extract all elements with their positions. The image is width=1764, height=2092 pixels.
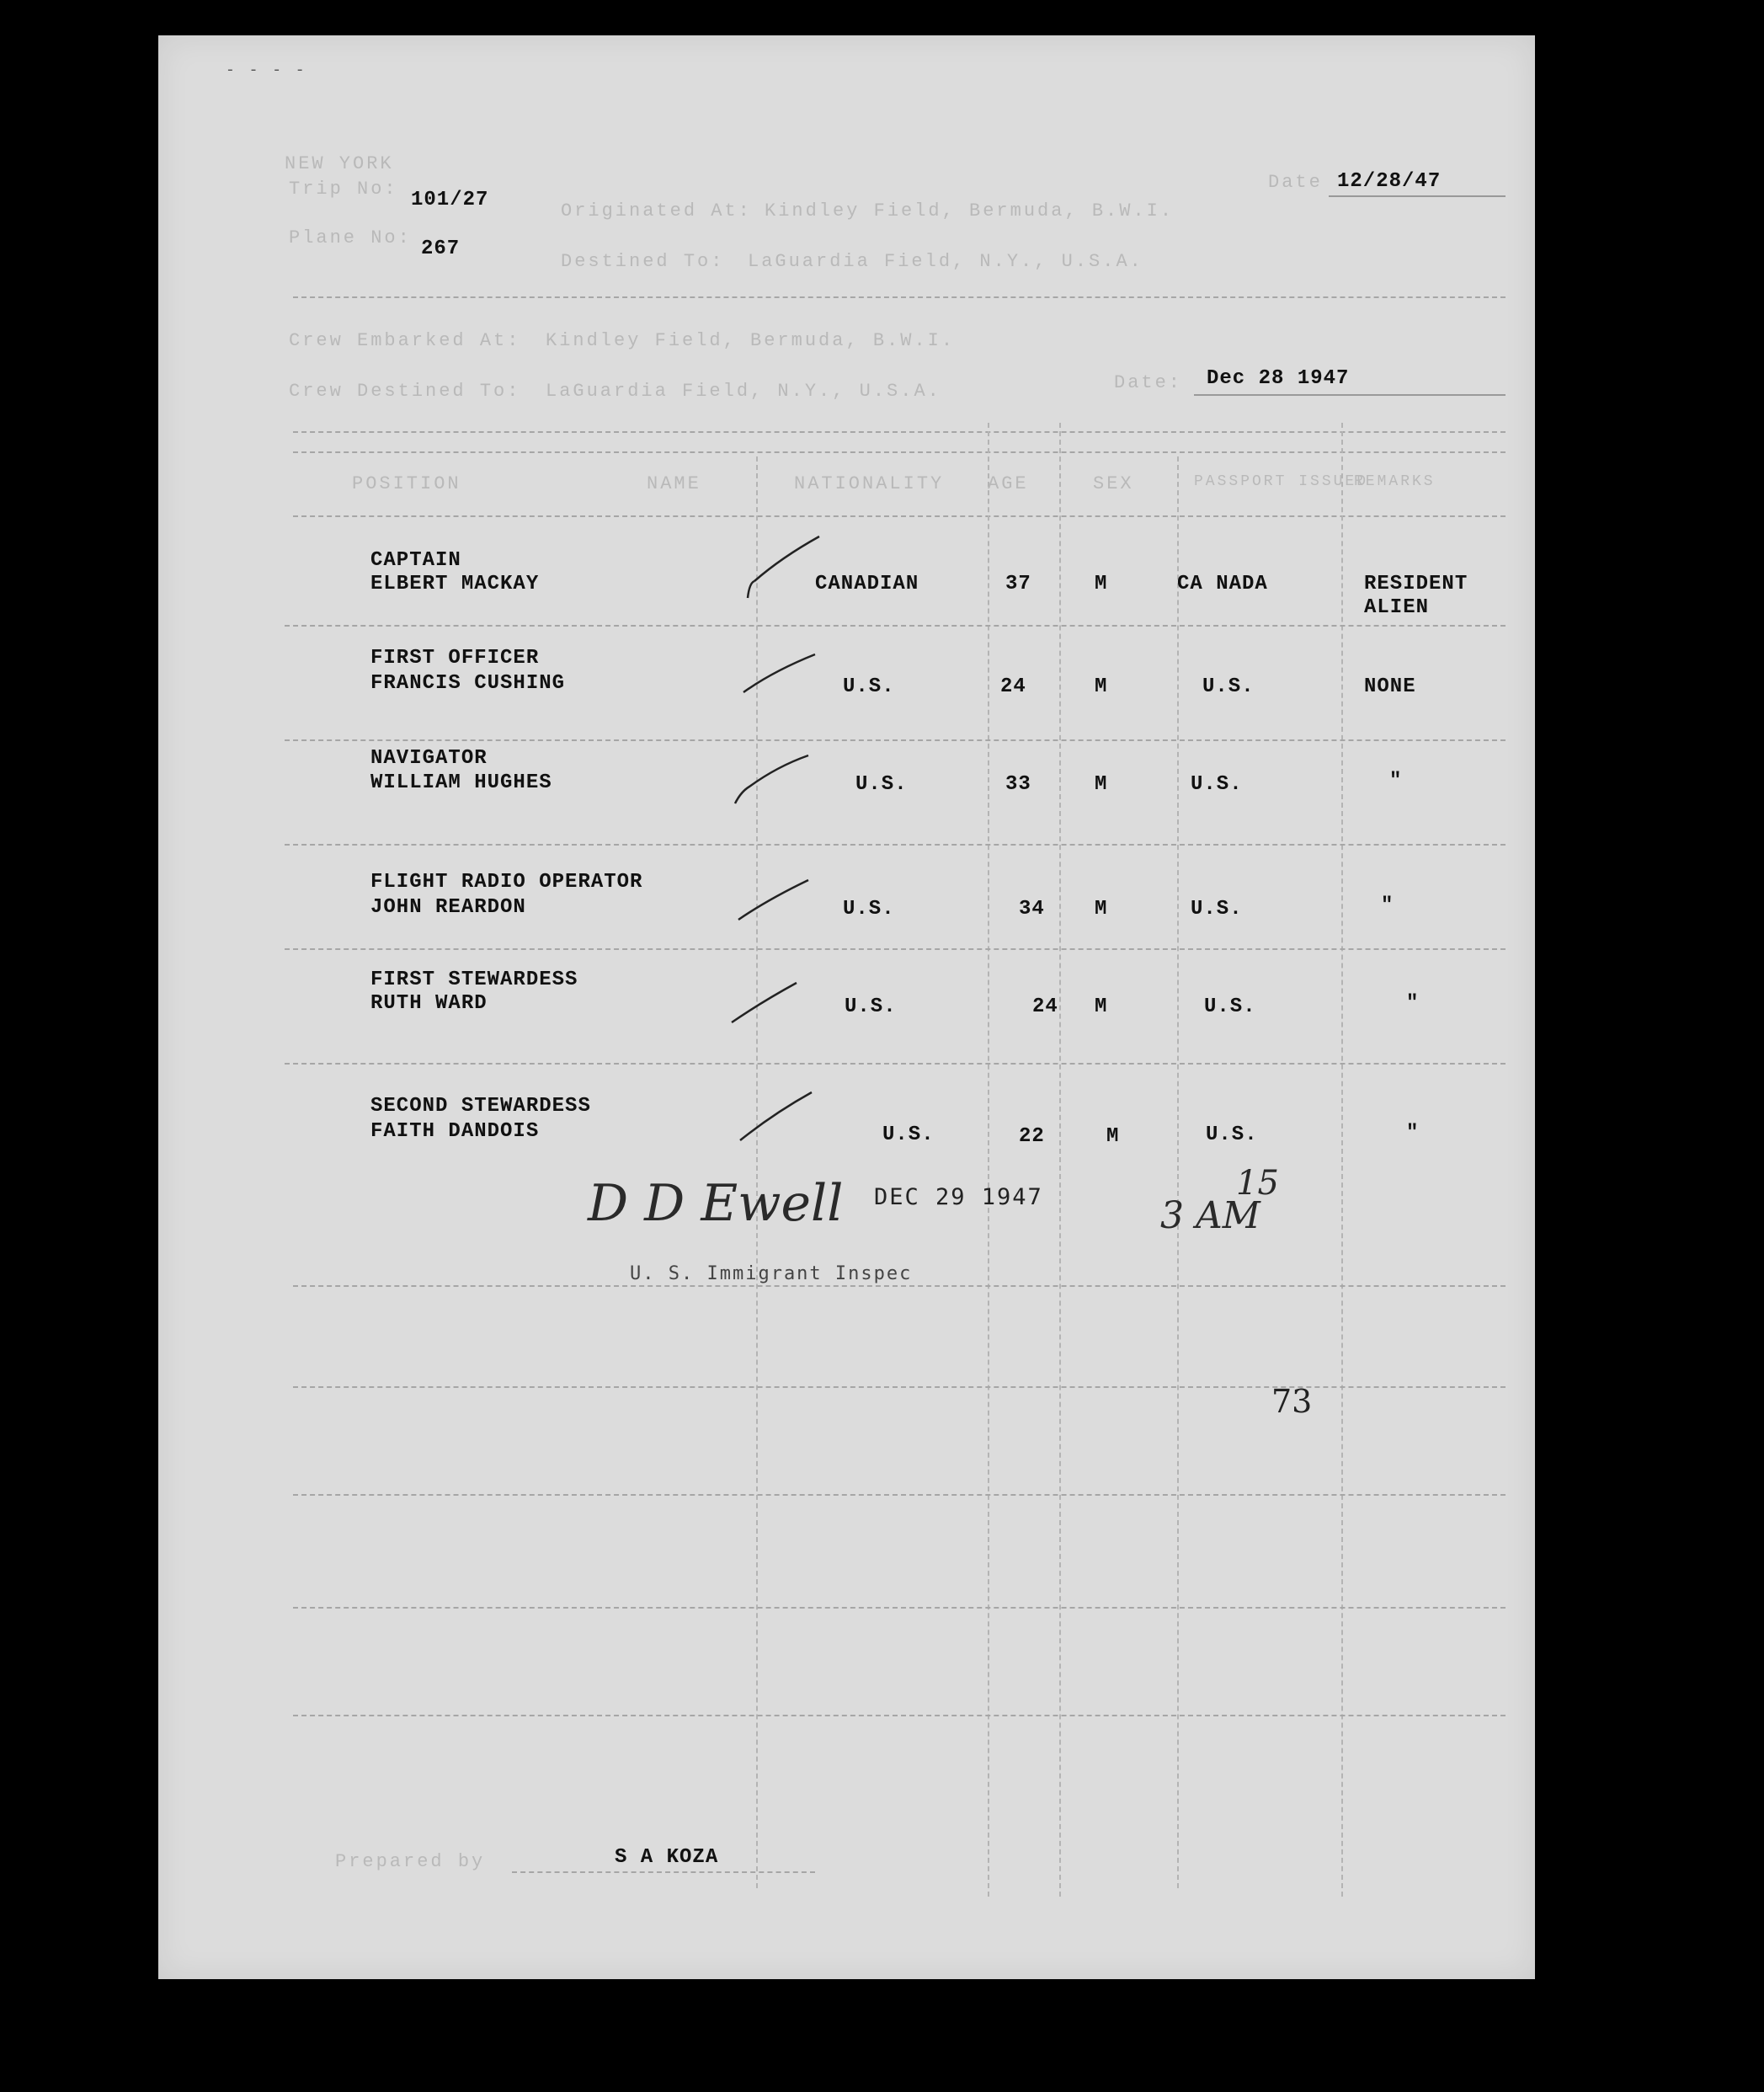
row1-position: CAPTAIN xyxy=(370,549,461,572)
row3-nationality: U.S. xyxy=(855,773,908,796)
col-divider-2 xyxy=(988,423,989,1897)
row6-issued: U.S. xyxy=(1206,1123,1258,1146)
inspector-title: U. S. Immigrant Inspec xyxy=(630,1263,913,1284)
page-number: 73 xyxy=(1271,1383,1313,1420)
row1-check-mark xyxy=(739,532,823,608)
originated-label: Originated At: xyxy=(561,200,752,221)
plane-label: Plane No: xyxy=(289,227,412,248)
col-position: POSITION xyxy=(352,473,461,494)
row5-age: 24 xyxy=(1032,995,1058,1018)
row1-name: ELBERT MACKAY xyxy=(370,573,540,595)
rule-10 xyxy=(293,1715,1506,1716)
crew-date-underline xyxy=(1194,394,1506,396)
trip-label: Trip No: xyxy=(289,179,398,200)
row1-nationality: CANADIAN xyxy=(815,573,919,595)
row1-remarks: RESIDENT xyxy=(1364,573,1468,595)
row5-name: RUTH WARD xyxy=(370,992,488,1015)
row4-name: JOHN REARDON xyxy=(370,896,526,919)
row4-position: FLIGHT RADIO OPERATOR xyxy=(370,871,643,894)
plane-number: 267 xyxy=(421,237,461,260)
col-issued: PASSPORT ISSUED xyxy=(1194,473,1369,490)
crew-date-value: Dec 28 1947 xyxy=(1207,367,1350,390)
row3-rule xyxy=(285,844,1506,846)
inspector-rule xyxy=(293,1285,1506,1287)
table-top-rule xyxy=(293,431,1506,433)
destined-value: LaGuardia Field, N.Y., U.S.A. xyxy=(748,251,1143,272)
row4-rule xyxy=(285,948,1506,950)
row2-check-mark xyxy=(739,650,823,701)
col-age: AGE xyxy=(988,473,1029,494)
row4-nationality: U.S. xyxy=(843,898,895,921)
date-underline xyxy=(1329,195,1506,197)
crew-destined-value: LaGuardia Field, N.Y., U.S.A. xyxy=(546,381,941,402)
row6-name: FAITH DANDOIS xyxy=(370,1120,540,1143)
row2-name: FRANCIS CUSHING xyxy=(370,672,566,695)
inspector-signature: D D Ewell xyxy=(588,1174,844,1233)
row3-remarks: " xyxy=(1389,770,1403,793)
row6-remarks: " xyxy=(1406,1122,1420,1145)
row3-sex: M xyxy=(1095,773,1108,796)
row5-position: FIRST STEWARDESS xyxy=(370,969,578,991)
inspection-date-stamp: DEC 29 1947 xyxy=(874,1184,1043,1210)
date-value: 12/28/47 xyxy=(1337,170,1442,193)
rule-8 xyxy=(293,1494,1506,1496)
crew-embarked-label: Crew Embarked At: xyxy=(289,330,521,351)
row4-sex: M xyxy=(1095,898,1108,921)
row5-remarks: " xyxy=(1406,992,1420,1015)
top-left-marks: - - - - xyxy=(226,62,307,79)
crew-date-label: Date: xyxy=(1114,372,1183,393)
row6-age: 22 xyxy=(1019,1125,1045,1148)
row4-issued: U.S. xyxy=(1191,898,1243,921)
row6-nationality: U.S. xyxy=(882,1123,935,1146)
manifest-sheet xyxy=(158,35,1535,1979)
crew-embarked-value: Kindley Field, Bermuda, B.W.I. xyxy=(546,330,956,351)
row3-age: 33 xyxy=(1005,773,1031,796)
col-divider-3 xyxy=(1059,423,1061,1897)
prepared-by: S A KOZA xyxy=(615,1846,719,1869)
date-label: Date xyxy=(1268,172,1323,193)
row3-check-mark xyxy=(731,751,815,810)
col-nationality: NATIONALITY xyxy=(794,473,945,494)
row2-remarks: NONE xyxy=(1364,675,1416,698)
trip-number: 101/27 xyxy=(411,189,489,211)
row1-sex: M xyxy=(1095,573,1108,595)
row2-nationality: U.S. xyxy=(843,675,895,698)
prepared-label: Prepared by xyxy=(335,1851,486,1872)
row6-position: SECOND STEWARDESS xyxy=(370,1095,591,1118)
row4-remarks: " xyxy=(1381,894,1394,917)
departure-line: NEW YORK xyxy=(285,153,394,174)
row3-position: NAVIGATOR xyxy=(370,747,488,770)
col-name: NAME xyxy=(647,473,701,494)
row4-age: 34 xyxy=(1019,898,1045,921)
row5-nationality: U.S. xyxy=(845,995,897,1018)
row1-rule xyxy=(285,625,1506,627)
col-remarks: REMARKS xyxy=(1354,473,1436,490)
table-top-rule-2 xyxy=(293,451,1506,453)
originated-value: Kindley Field, Bermuda, B.W.I. xyxy=(765,200,1175,221)
row4-check-mark xyxy=(734,876,818,926)
row1-remarks-2: ALIEN xyxy=(1364,596,1430,619)
row3-name: WILLIAM HUGHES xyxy=(370,771,552,794)
row3-issued: U.S. xyxy=(1191,773,1243,796)
rule-9 xyxy=(293,1607,1506,1609)
rule-7 xyxy=(293,1386,1506,1388)
row5-rule xyxy=(285,1063,1506,1065)
row6-sex: M xyxy=(1106,1125,1120,1148)
destined-label: Destined To: xyxy=(561,251,725,272)
col-divider-4 xyxy=(1177,456,1179,1888)
col-sex: SEX xyxy=(1093,473,1134,494)
row2-issued: U.S. xyxy=(1202,675,1255,698)
row1-issued: CA NADA xyxy=(1177,573,1268,595)
row5-check-mark xyxy=(727,979,812,1029)
row2-position: FIRST OFFICER xyxy=(370,647,540,670)
inspection-time-hour: 3 AM xyxy=(1160,1194,1260,1237)
crew-destined-label: Crew Destined To: xyxy=(289,381,521,402)
row2-sex: M xyxy=(1095,675,1108,698)
row2-age: 24 xyxy=(1000,675,1026,698)
col-divider-5 xyxy=(1341,423,1343,1897)
row1-age: 37 xyxy=(1005,573,1031,595)
inspection-time-minutes: 15 xyxy=(1236,1164,1279,1203)
row5-issued: U.S. xyxy=(1204,995,1256,1018)
table-header-rule xyxy=(293,515,1506,517)
row5-sex: M xyxy=(1095,995,1108,1018)
row6-check-mark xyxy=(736,1088,820,1147)
rule-1 xyxy=(293,296,1506,298)
row2-rule xyxy=(285,739,1506,741)
prepared-underline xyxy=(512,1871,815,1873)
